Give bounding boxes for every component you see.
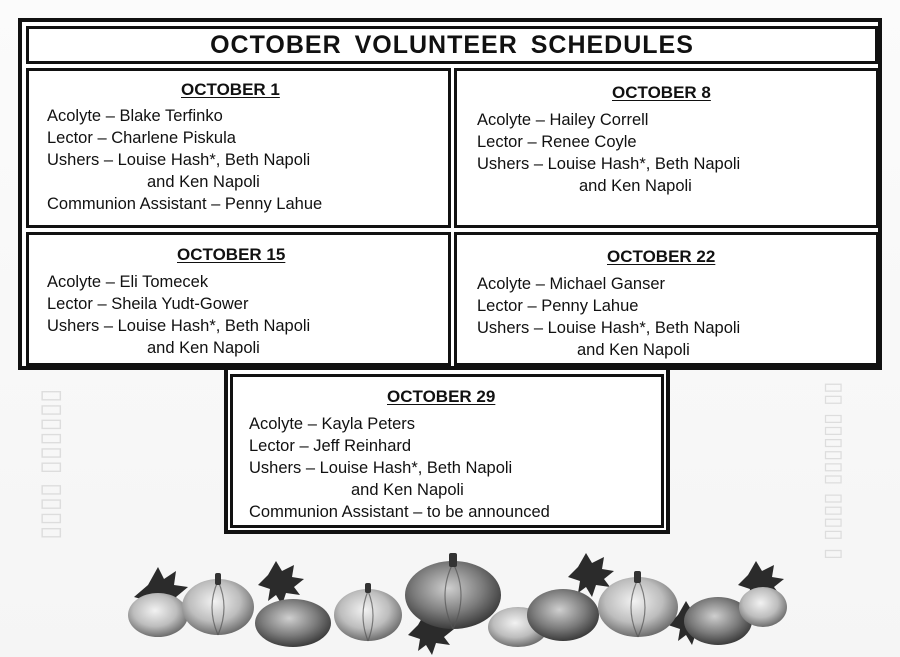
schedule-heading: OCTOBER 29 <box>387 387 496 406</box>
ushers-continued-line: and Ken Napoli <box>351 481 464 499</box>
schedule-heading: OCTOBER 1 <box>181 80 280 99</box>
title-box <box>26 26 878 64</box>
ushers-continued-line: and Ken Napoli <box>577 341 690 359</box>
schedule-heading: OCTOBER 15 <box>177 245 286 264</box>
communion-assistant-line: Communion Assistant – Penny Lahue <box>47 195 323 213</box>
acolyte-line: Acolyte – Michael Ganser <box>477 275 666 293</box>
lector-line: Lector – Penny Lahue <box>477 297 639 315</box>
ushers-continued-line: and Ken Napoli <box>147 173 260 191</box>
ushers-line: Ushers – Louise Hash*, Beth Napoli <box>477 155 741 173</box>
acolyte-line: Acolyte – Eli Tomecek <box>47 273 209 291</box>
schedule-heading: OCTOBER 8 <box>612 83 711 102</box>
schedule-heading: OCTOBER 22 <box>607 247 716 266</box>
autumn-pumpkin-garland-icon <box>118 545 788 655</box>
lector-line: Lector – Sheila Yudt-Gower <box>47 295 249 313</box>
schedule-box-oct-15 <box>26 232 451 366</box>
acolyte-line: Acolyte – Kayla Peters <box>249 415 415 433</box>
bleed-through-text: ▯▯▯▯ ▯▯▯▯▯▯ <box>35 388 65 540</box>
ushers-line: Ushers – Louise Hash*, Beth Napoli <box>47 151 311 169</box>
lector-line: Lector – Jeff Reinhard <box>249 437 412 455</box>
communion-assistant-line: Communion Assistant – to be announced <box>249 503 550 521</box>
ushers-line: Ushers – Louise Hash*, Beth Napoli <box>477 319 741 337</box>
bleed-through-text: ▯ ▯▯▯▯ ▯▯▯▯▯▯ ▯▯ <box>820 381 845 560</box>
schedule-box-oct-1 <box>26 68 451 228</box>
schedule-box-oct-22 <box>454 232 879 366</box>
ushers-line: Ushers – Louise Hash*, Beth Napoli <box>249 459 513 477</box>
schedule-box-oct-29 <box>230 374 664 528</box>
acolyte-line: Acolyte – Hailey Correll <box>477 111 649 129</box>
schedule-box-oct-8 <box>454 68 879 228</box>
ushers-continued-line: and Ken Napoli <box>147 339 260 357</box>
acolyte-line: Acolyte – Blake Terfinko <box>47 107 223 125</box>
lector-line: Lector – Renee Coyle <box>477 133 637 151</box>
ushers-continued-line: and Ken Napoli <box>579 177 692 195</box>
page-title: OCTOBER VOLUNTEER SCHEDULES <box>210 30 694 59</box>
ushers-line: Ushers – Louise Hash*, Beth Napoli <box>47 317 311 335</box>
lector-line: Lector – Charlene Piskula <box>47 129 236 147</box>
